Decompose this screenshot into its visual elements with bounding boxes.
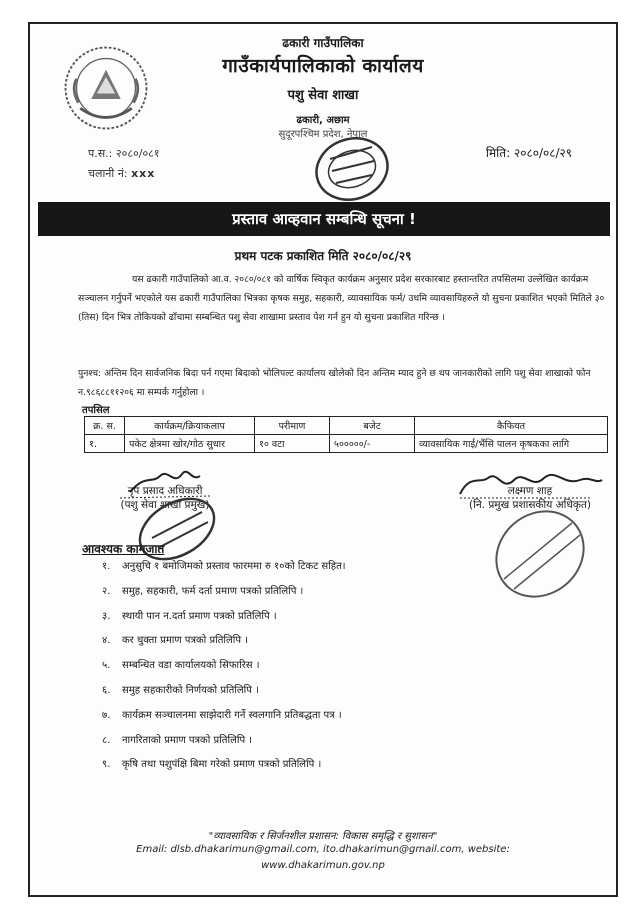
col-budget: बजेट xyxy=(330,417,415,435)
program-table xyxy=(84,416,608,453)
item-number: ९. xyxy=(102,759,111,771)
footer-email: Email: dlsb.dhakarimun@gmail.com, ito.dhakarimun@gmail.com, website: xyxy=(136,844,510,855)
item-number: ५. xyxy=(102,660,111,672)
signatory-right-name: लक्ष्मण शाह xyxy=(507,485,553,497)
table-header-row xyxy=(85,417,608,435)
list-item xyxy=(102,558,522,583)
office-stamp-top xyxy=(302,129,402,209)
item-text: समुह, सहकारी, फर्म दर्ता प्रमाण पत्रको प्रतिलिपि । xyxy=(122,585,304,597)
list-item xyxy=(102,632,522,657)
cell-program: पकेट क्षेत्रमा खोर/गोठ सुधार xyxy=(125,435,255,453)
item-text: सम्बन्धित वडा कार्यालयको सिफारिस । xyxy=(122,660,260,672)
list-item xyxy=(102,583,522,608)
col-quantity: परीमाण xyxy=(255,417,330,435)
reference-number: प.स.: २०८०/०८१ xyxy=(88,147,160,160)
notice-banner: प्रस्ताव आव्हवान सम्बन्धि सूचना ! xyxy=(38,202,610,236)
item-text: अनुसुचि १ बमोजिमको प्रस्ताव फारममा रु १०को टिकट सहित। xyxy=(122,561,346,572)
signatory-left-name: नृप प्रसाद अधिकारी xyxy=(127,485,203,497)
address-line-1: ढकारी, अछाम xyxy=(296,115,350,126)
item-text: कर चुक्ता प्रमाण पत्रको प्रतिलिपि । xyxy=(122,635,249,647)
required-documents-heading: आवश्यक कागजात xyxy=(82,542,165,556)
item-text: समुह सहकारीको निर्णयको प्रतिलिपि । xyxy=(122,684,259,696)
item-number: ३. xyxy=(102,610,111,622)
municipality-name: ढकारी गाउँपालिका xyxy=(282,36,364,50)
item-number: २. xyxy=(102,585,111,597)
list-item xyxy=(102,756,522,781)
list-item xyxy=(102,657,522,682)
cell-remarks: व्यावसायिक गाई/भैंसि पालन कृषकका लागि xyxy=(415,435,608,453)
signatory-left-title: (पशु सेवा शाखा प्रमुख) xyxy=(120,499,210,511)
section-title: पशु सेवा शाखा xyxy=(287,88,359,103)
dispatch-value: xxx xyxy=(131,167,156,180)
footer-website-link[interactable]: www.dhakarimun.gov.np xyxy=(261,860,385,871)
details-label: तपसिल xyxy=(82,405,110,416)
cell-sn: १. xyxy=(85,435,125,453)
item-text: नागरिताको प्रमाण पत्रको प्रतिलिपि । xyxy=(122,734,253,746)
item-number: ७. xyxy=(102,709,111,721)
item-number: १. xyxy=(102,561,111,572)
cell-quantity: १० वटा xyxy=(255,435,330,453)
item-number: ६. xyxy=(102,684,111,696)
item-text: स्थायी पान न.दर्ता प्रमाण पत्रको प्रतिलिपि । xyxy=(122,610,277,622)
notice-paragraph-2: पुनश्च: अन्तिम दिन सार्वजनिक बिदा पर्न गएमा बिदाको भोलिपल्ट कार्यालय खोलेको दिन अन्तिम म्याद हुने छ थप जानकारीको लागि पशु सेवा शाखाको फोन न.९८६८८११२०६ मा सम्पर्क गर्नुहोला । xyxy=(78,368,591,398)
signatory-right-title: (नि. प्रमुख प्रशासकीय अधिकृत) xyxy=(469,499,591,511)
notice-paragraph-1: यस ढकारी गाउँपालिको आ.व. २०८०/०८१ को वार्षिक स्विकृत कार्यक्रम अनुसार प्रदेश सरकारबाट हस्तान्तरित तपसिलमा उल्लेखित कार्यक्रम सञ्चालन गर्नुपर्ने भएकोले यस ढकारी गाउँपालिका भित्रका कृषक समुह, सहकारी, व्यावसायिक फर्म/ उधमि व्यावसायिहरुले यो सुचना प्रकाशित भएको मितिले ३० (तिस) दिन भित्र तोकियको ढाँचामा सम्बन्धित पशु सेवा शाखामा प्रस्ताव पेश गर्न हुन यो सुचना प्रकाशित गरिन्छ । xyxy=(78,274,605,323)
list-item xyxy=(102,608,522,633)
dispatch-label: चलानी नं: xyxy=(88,167,128,180)
date: मिति: २०८०/०८/२९ xyxy=(485,146,572,160)
notice-page xyxy=(28,22,618,897)
list-item xyxy=(102,732,522,757)
item-number: ८. xyxy=(102,734,111,746)
office-title: गाउँकार्यपालिकाको कार्यालय xyxy=(222,55,424,77)
item-number: ४. xyxy=(102,635,111,647)
dispatch-number xyxy=(88,166,155,181)
col-sn: क्र. स. xyxy=(85,417,125,435)
address-line-2: सुदूरपश्चिम प्रदेश, नेपाल xyxy=(278,129,368,140)
list-item xyxy=(102,682,522,707)
table-row xyxy=(85,435,608,453)
published-date: प्रथम पटक प्रकाशित मिति २०८०/०८/२९ xyxy=(234,249,412,263)
cell-budget: ५०००००/- xyxy=(330,435,415,453)
col-remarks: कैफियत xyxy=(415,417,608,435)
col-program: कार्यक्रम/क्रियाकलाप xyxy=(125,417,255,435)
list-item xyxy=(102,707,522,732)
item-text: कृषि तथा पशुपंक्षि बिमा गरेको प्रमाण पत्रको प्रतिलिपि । xyxy=(122,759,322,771)
required-documents-list xyxy=(102,558,522,781)
item-text: कार्यक्रम सञ्चालनमा साझेदारी गर्ने स्वलगानि प्रतिबद्धता पत्र । xyxy=(122,709,342,721)
footer-slogan: "व्यावसायिक र सिर्जनशील प्रशासन: विकास समृद्धि र सुशासन" xyxy=(208,831,438,842)
